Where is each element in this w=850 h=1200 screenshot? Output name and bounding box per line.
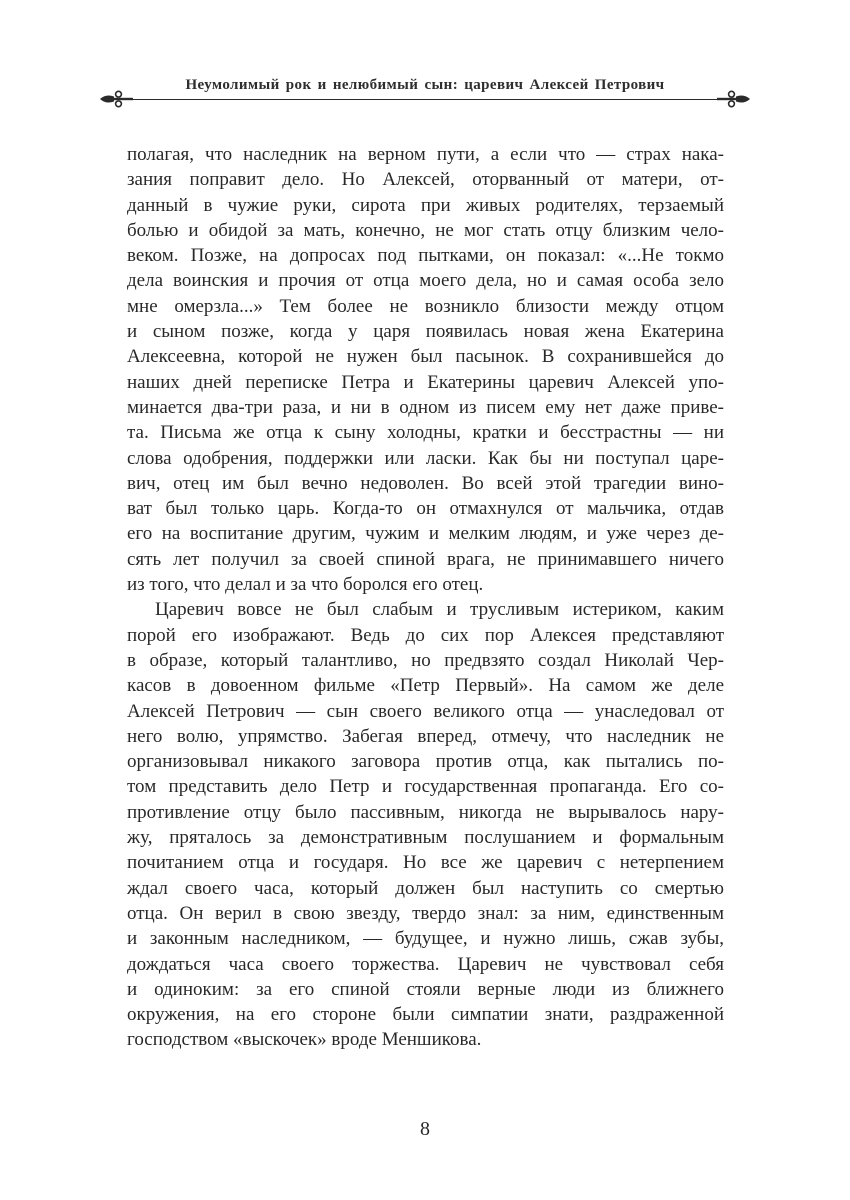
page-body — [127, 142, 724, 1053]
text-line: в образе, который талантливо, но предвзято создал Николай Чер- — [127, 649, 724, 671]
text-line: вич, отец им был вечно недоволен. Во всей этой трагедии вино- — [127, 472, 724, 494]
text-line: и одиноким: за его спиной стояли верные люди из ближнего — [127, 978, 724, 1000]
chapter-title: Неумолимый рок и нелюбимый сын: царевич Алексей Петрович — [185, 77, 665, 93]
text-line: Алексей Петрович — сын своего великого отца — унаследовал от — [127, 700, 724, 722]
text-line: отца. Он верил в свою звезду, твердо знал: за ним, единственным — [127, 902, 724, 924]
header-rule — [99, 90, 751, 108]
text-line: почитанием отца и государя. Но все же царевич с нетерпением — [127, 852, 724, 874]
text-line: господством «выскочек» вроде Меншикова. — [127, 1029, 482, 1051]
text-line: ват был только царь. Когда-то он отмахнулся от мальчика, отдав — [127, 498, 724, 520]
text-line: болью и обидой за мать, конечно, не мог стать отцу близким чело- — [127, 219, 724, 241]
text-line: из того, что делал и за что боролся его отец. — [127, 574, 484, 596]
text-line: и сыном позже, когда у царя появилась новая жена Екатерина — [127, 321, 724, 343]
text-line: и законным наследником, — будущее, и нужно лишь, сжав зубы, — [127, 928, 724, 950]
text-line: сять лет получил за своей спиной врага, не принимавшего ничего — [127, 548, 724, 570]
text-line: слова одобрения, поддержки или ласки. Как бы ни поступал царе- — [127, 447, 724, 469]
text-line: организовывал никакого заговора против отца, как пытались по- — [127, 751, 724, 773]
text-line: Царевич вовсе не был слабым и трусливым истериком, каким — [155, 599, 724, 621]
text-line: его на воспитание другим, чужим и мелким людям, и уже через де- — [127, 523, 724, 545]
text-line: окружения, на его стороне были симпатии знати, раздраженной — [127, 1004, 724, 1026]
text-line: полагая, что наследник на верном пути, а если что — страх нака- — [127, 144, 724, 165]
text-line: минается два-три раза, и ни в одном из писем ему нет даже приве- — [127, 396, 724, 418]
text-line: веком. Позже, на допросах под пытками, он показал: «...Не токмо — [127, 245, 724, 267]
text-line: дела воинския и прочия от отца моего дела, но и самая особа зело — [127, 270, 724, 292]
text-line: ждал своего часа, который должен был наступить со смертью — [127, 877, 724, 899]
rule-line — [133, 99, 717, 100]
text-line: та. Письма же отца к сыну холодны, кратки и бесстрастны — ни — [127, 422, 724, 444]
text-line: дождаться часа своего торжества. Царевич не чувствовал себя — [127, 953, 724, 975]
text-line: мне омерзла...» Тем более не возникло близости между отцом — [127, 295, 724, 317]
text-line: касов в довоенном фильме «Петр Первый». На самом же деле — [127, 675, 724, 697]
text-line: том представить дело Петр и государственная пропаганда. Его со- — [127, 776, 724, 798]
page-number: 8 — [420, 1118, 430, 1140]
text-line: Алексеевна, которой не нужен был пасынок. В сохранившейся до — [127, 346, 724, 368]
fleur-ornament-right-icon — [717, 90, 751, 108]
text-line: порой его изображают. Ведь до сих пор Алексея представляют — [127, 624, 724, 646]
text-line: зания поправит дело. Но Алексей, оторванный от матери, от- — [127, 169, 724, 191]
text-line: жу, пряталось за демонстративным послушанием и формальным — [127, 827, 724, 849]
text-line: данный в чужие руки, сирота при живых родителях, терзаемый — [127, 194, 724, 216]
running-head — [0, 77, 850, 94]
text-line: наших дней переписке Петра и Екатерины царевич Алексей упо- — [127, 371, 724, 393]
fleur-ornament-left-icon — [99, 90, 133, 108]
text-line: него волю, упрямство. Забегая вперед, отмечу, что наследник не — [127, 725, 724, 747]
text-line: противление отцу было пассивным, никогда не вырывалось нару- — [127, 801, 724, 823]
